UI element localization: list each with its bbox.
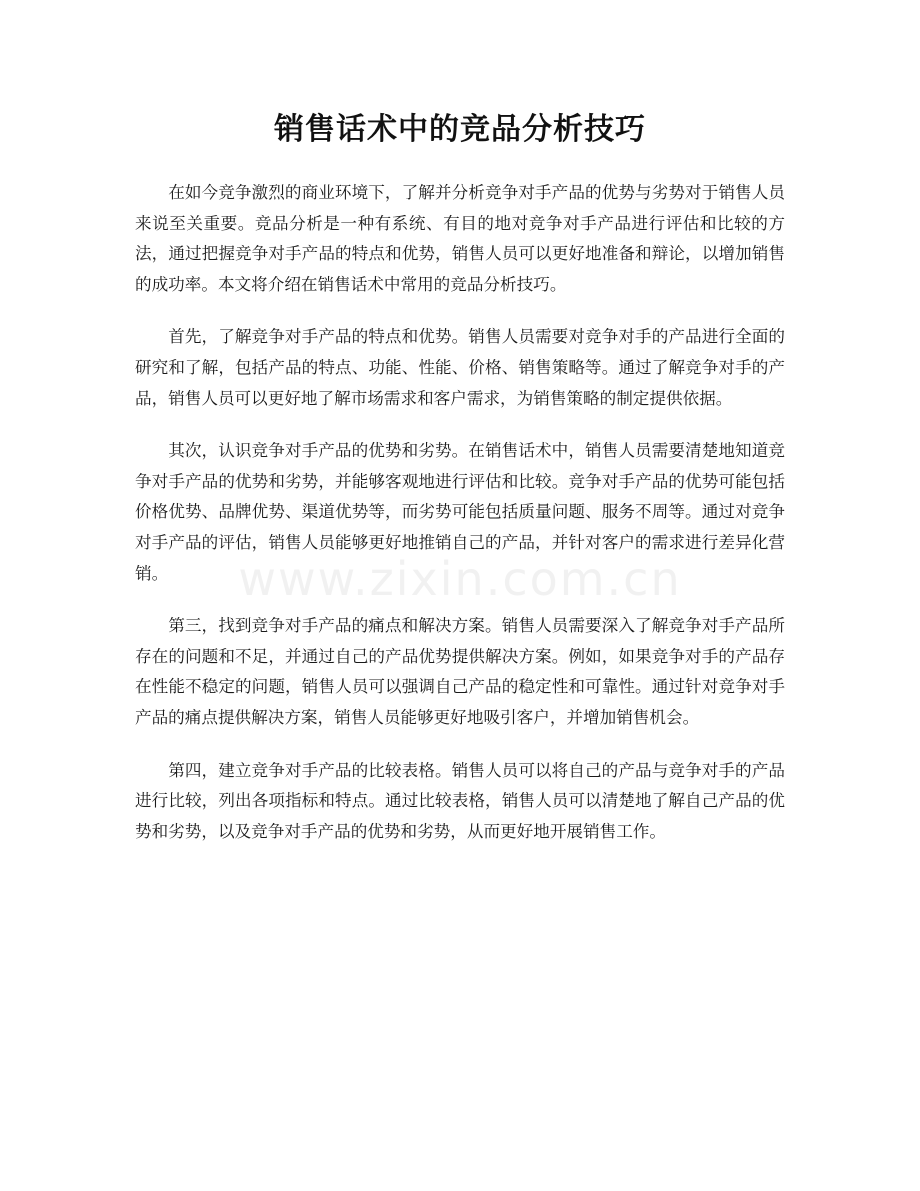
paragraph-third: 第三，找到竞争对手产品的痛点和解决方案。销售人员需要深入了解竞争对手产品所存在的问题和不足，并通过自己的产品优势提供解决方案。例如，如果竞争对手的产品存在性能不稳定的问题，销售人员可以强调自己产品的稳定性和可靠性。通过针对竞争对手产品的痛点提供解决方案，销售人员能够更好地吸引客户，并增加销售机会。 <box>135 616 785 727</box>
document-body <box>135 178 785 847</box>
paragraph-second: 其次，认识竞争对手产品的优势和劣势。在销售话术中，销售人员需要清楚地知道竞争对手产品的优势和劣势，并能够客观地进行评估和比较。竞争对手产品的优势可能包括价格优势、品牌优势、渠道优势等，而劣势可能包括质量问题、服务不周等。通过对竞争对手产品的评估，销售人员能够更好地推销自己的产品，并针对客户的需求进行差异化营销。 <box>135 441 785 583</box>
paragraph-fourth: 第四，建立竞争对手产品的比较表格。销售人员可以将自己的产品与竞争对手的产品进行比较，列出各项指标和特点。通过比较表格，销售人员可以清楚地了解自己产品的优势和劣势，以及竞争对手产品的优势和劣势，从而更好地开展销售工作。 <box>135 760 785 841</box>
document-title: 销售话术中的竞品分析技巧 <box>274 112 646 147</box>
paragraph-intro: 在如今竞争激烈的商业环境下，了解并分析竞争对手产品的优势与劣势对于销售人员来说至关重要。竞品分析是一种有系统、有目的地对竞争对手产品进行评估和比较的方法，通过把握竞争对手产品的特点和优势，销售人员可以更好地准备和辩论，以增加销售的成功率。本文将介绍在销售话术中常用的竞品分析技巧。 <box>135 183 785 294</box>
watermark: www.zixin.com.cn <box>238 552 682 606</box>
paragraph-first: 首先，了解竞争对手产品的特点和优势。销售人员需要对竞争对手的产品进行全面的研究和了解，包括产品的特点、功能、性能、价格、销售策略等。通过了解竞争对手的产品，销售人员可以更好地了解市场需求和客户需求，为销售策略的制定提供依据。 <box>135 327 785 408</box>
